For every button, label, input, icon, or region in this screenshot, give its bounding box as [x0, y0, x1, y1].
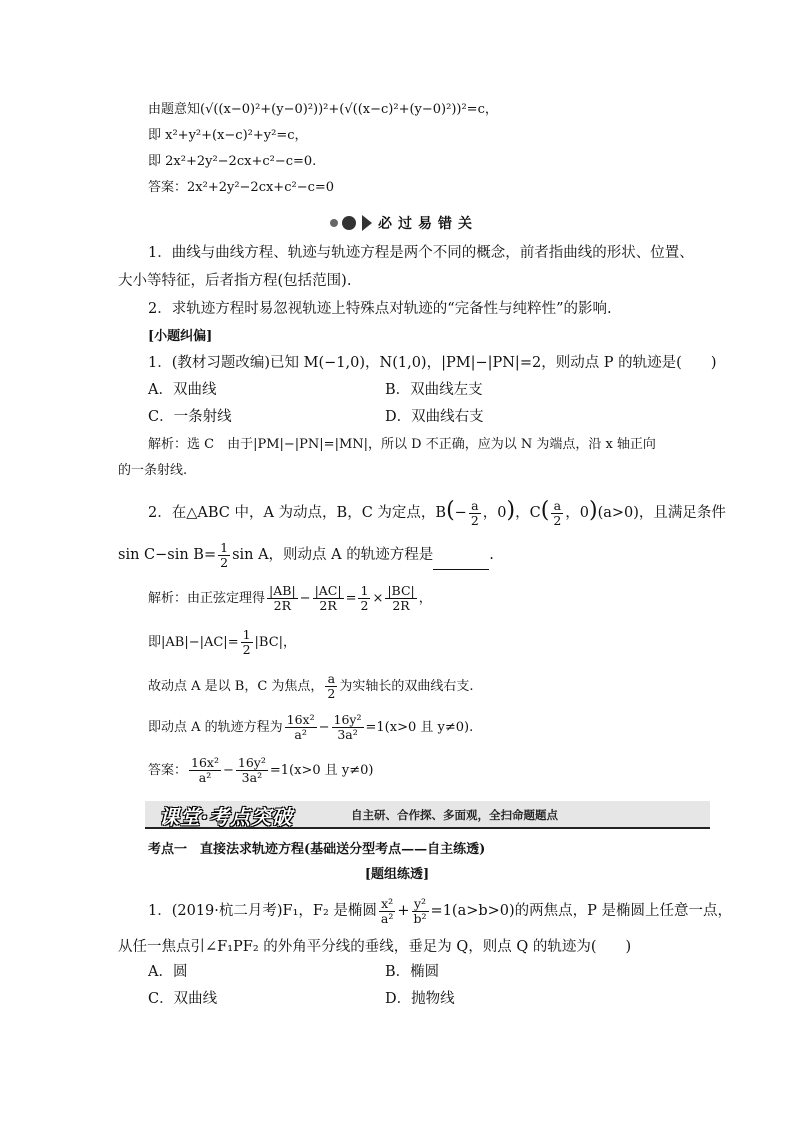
q2-analysis-4-end: =1(x>0 且 y≠0). — [365, 720, 474, 735]
q1-option-c: C．一条射线 — [148, 409, 232, 425]
fraction: $\frac{\text{16x²}}{\text{a²}}$ — [286, 712, 315, 742]
q1-stem: 1．(教材习题改编)已知 M(−1,0)，N(1,0)，|PM|−|PN|=2，则动点 P 的轨迹是( ) — [148, 355, 717, 371]
q2-analysis-4: 即动点 A 的轨迹方程为 $\frac{\text{16x²}}{\text{a²}}$ − $\frac{\text{16y²}}{\text{3a²}}$ =1(x>0 且 y≠0). — [148, 712, 474, 742]
dot-icon — [330, 219, 338, 227]
fraction: $\frac{a}{2}$ — [327, 671, 336, 701]
solution-line-2: 即 x²+y²+(x−c)²+y²=c， — [148, 128, 308, 143]
dot-icon — [342, 216, 356, 230]
fraction: $\frac{1}{2}$ — [220, 539, 229, 570]
q1-analysis-2: 的一条射线. — [118, 463, 188, 478]
q2-answer-prefix: 答案： — [148, 763, 188, 778]
q2-condition-start: sin C−sin B= — [118, 547, 217, 563]
pitfall-point-1a: 1．曲线与曲线方程、轨迹与轨迹方程是两个不同的概念，前者指曲线的形状、位置、 — [148, 245, 694, 261]
fraction: $\frac{|BC|}{2R}$ — [387, 583, 415, 613]
pitfall-point-2: 2．求轨迹方程时易忽视轨迹上特殊点对轨迹的“完备性与纯粹性”的影响. — [148, 301, 612, 317]
topic-1-option-a: A．圆 — [148, 964, 188, 980]
topic-1-q1-line-1: 1．(2019·杭二月考)F₁，F₂ 是椭圆 $\frac{\text{x²}}{\text{a²}}$ + $\frac{\text{y²}}{\text{b²}}$ =1(a>b>0)的两焦点，P 是椭圆上任意一点， — [148, 895, 733, 926]
topic-1-option-c: C．双曲线 — [148, 991, 218, 1007]
banner-title: 课堂·考点突破 — [159, 805, 293, 829]
q2-analysis-3-start: 故动点 A 是以 B，C 为焦点， — [148, 679, 324, 694]
q2-analysis-4-start: 即动点 A 的轨迹方程为 — [148, 720, 283, 735]
pitfall-header — [330, 212, 478, 234]
q2-analysis-1: 解析：由正弦定理得 $\frac{|AB|}{2R}$ − $\frac{|AC|}{2R}$ = $\frac{1}{2}$ × $\frac{|BC|}{2R}$ ， — [148, 583, 432, 613]
q1-option-a: A．双曲线 — [148, 382, 217, 398]
fraction: $\frac{|AC|}{2R}$ — [314, 583, 342, 613]
q2-analysis-2-end: |BC|， — [254, 635, 297, 650]
arrow-icon — [362, 215, 372, 231]
q2-answer-end: =1(x>0 且 y≠0) — [269, 763, 374, 778]
topic-1-q1-end: =1(a>b>0)的两焦点，P 是椭圆上任意一点， — [430, 903, 733, 919]
q2-answer: 答案： $\frac{\text{16x²}}{\text{a²}}$ − $\frac{\text{16y²}}{\text{3a²}}$ =1(x>0 且 y≠0) — [148, 755, 374, 785]
fraction: $\frac{\text{16y²}}{\text{3a²}}$ — [333, 712, 362, 742]
fraction: $\frac{a}{2}$ — [470, 497, 479, 528]
q2-stem: 2．在△ABC 中，A 为动点，B，C 为定点，B(− $\frac{a}{2}$ ，0)，C( $\frac{a}{2}$ ，0)(a>0)，且满足条件 — [148, 497, 726, 528]
q2-condition: sin C−sin B= $\frac{1}{2}$ sin A，则动点 A 的轨迹方程是 . — [118, 539, 494, 570]
fraction: $\frac{\text{y²}}{\text{b²}}$ — [413, 895, 427, 926]
fraction: $\frac{1}{2}$ — [360, 583, 369, 613]
q2-stem-start: 2．在△ABC 中，A 为动点，B，C 为定点，B — [148, 505, 447, 521]
q2-analysis-3-end: 为实轴长的双曲线右支. — [339, 679, 474, 694]
topic-1-option-d: D．抛物线 — [385, 991, 455, 1007]
topic-1-option-b: B．椭圆 — [385, 964, 440, 980]
pitfall-header-text: 必过易错关 — [378, 216, 478, 232]
topic-1-q1-start: 1．(2019·杭二月考)F₁，F₂ 是椭圆 — [148, 903, 377, 919]
section-banner — [145, 801, 710, 829]
q1-option-b: B．双曲线左支 — [385, 382, 483, 398]
q2-analysis-prefix: 解析：由正弦定理得 — [148, 591, 266, 606]
q2-analysis-2 — [148, 628, 296, 658]
banner-subtitle: 自主研、合作探、多面观，全扫命题题点 — [351, 808, 558, 822]
exercise-tag: [题组练透] — [364, 867, 430, 882]
q2-condition-end: sin A，则动点 A 的轨迹方程是 — [232, 547, 434, 563]
fraction: $\frac{|AB|}{2R}$ — [269, 583, 296, 613]
correction-tag: [小题纠偏] — [148, 329, 213, 344]
answer-blank[interactable] — [433, 555, 489, 570]
topic-1-q1-line-2: 从任一焦点引∠F₁PF₂ 的外角平分线的垂线，垂足为 Q，则点 Q 的轨迹为( ) — [118, 939, 632, 955]
q1-option-d: D．双曲线右支 — [385, 409, 484, 425]
fraction: $\frac{\text{x²}}{\text{a²}}$ — [380, 895, 394, 926]
q2-analysis-3 — [148, 672, 474, 702]
q2-analysis-2-start: 即|AB|−|AC|= — [148, 635, 239, 650]
q2-stem-end: (a>0)，且满足条件 — [597, 505, 726, 521]
solution-line-1: 由题意知(√((x−0)²+(y−0)²))²+(√((x−c)²+(y−0)²))²=c， — [148, 102, 498, 117]
q1-analysis-1: 解析：选 C 由于|PM|−|PN|=|MN|，所以 D 不正确，应为以 N 为端点，沿 x 轴正向 — [148, 437, 656, 452]
fraction: $\frac{\text{16y²}}{\text{3a²}}$ — [237, 755, 266, 785]
solution-line-3: 即 2x²+2y²−2cx+c²−c=0. — [148, 154, 317, 169]
fraction: $\frac{\text{16x²}}{\text{a²}}$ — [191, 755, 219, 785]
fraction: $\frac{a}{2}$ — [553, 497, 562, 528]
fraction: $\frac{1}{2}$ — [242, 627, 251, 657]
answer-line: 答案：2x²+2y²−2cx+c²−c=0 — [148, 180, 335, 195]
topic-1-title: 考点一 直接法求轨迹方程(基础送分型考点——自主练透) — [148, 842, 486, 857]
pitfall-point-1b: 大小等特征，后者指方程(包括范围). — [118, 273, 352, 289]
